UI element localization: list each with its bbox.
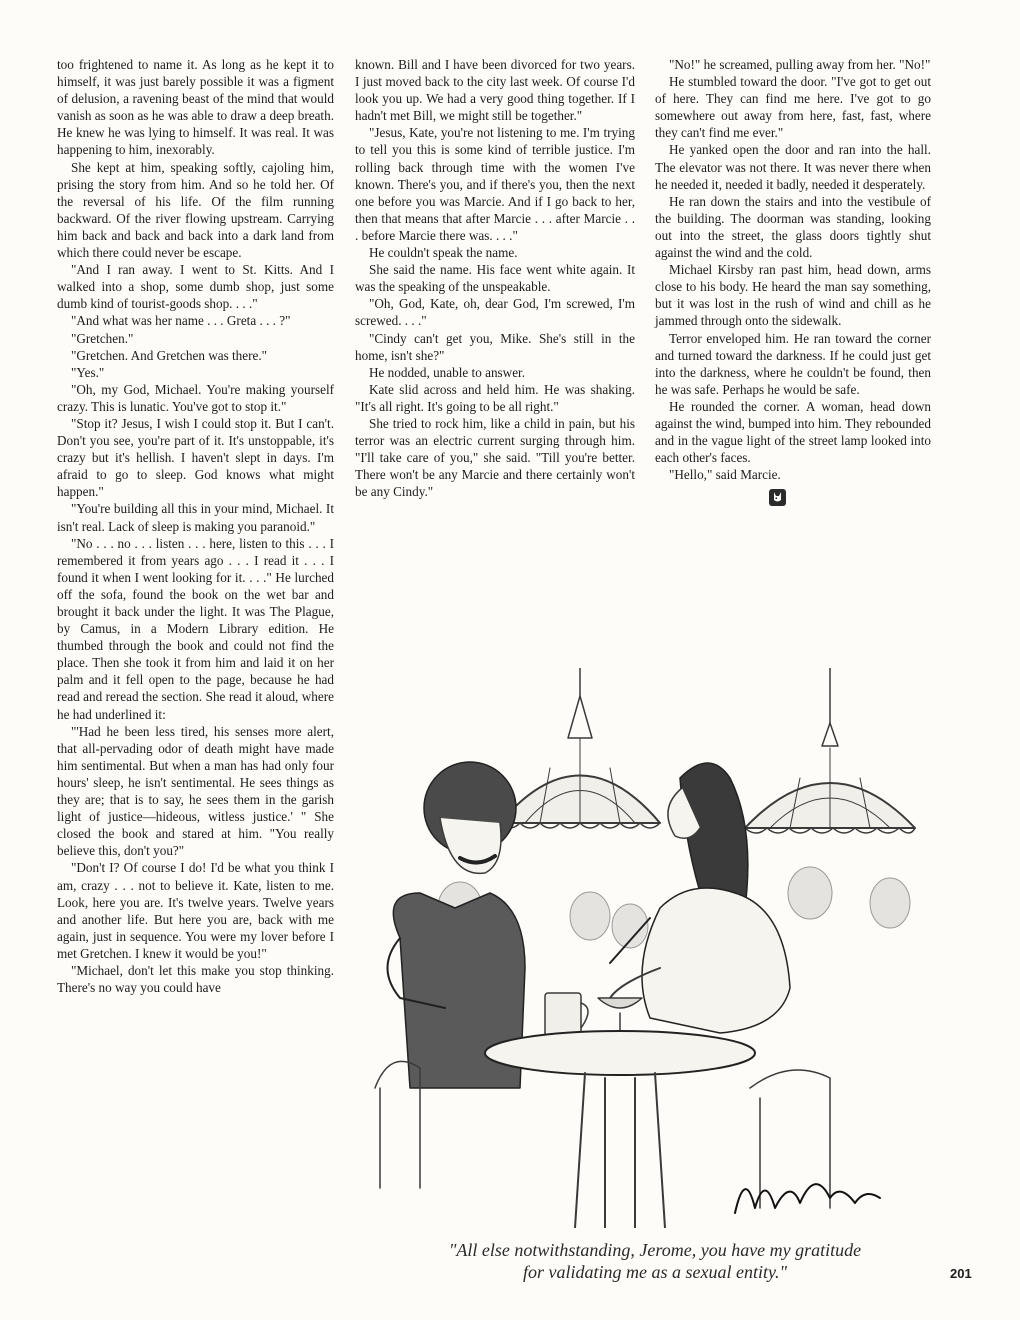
paragraph: "'Had he been less tired, his senses more alert, that all-pervading odor of death might have made him sentimental. But when a man has had only four hours' sleep, he isn't sentimental. He sees things as they are; that is to say, he sees them in the garish light of justice—hideous, witless justice.' " She closed the book and stared at him. "You really believe this, don't you?" xyxy=(57,723,334,859)
paragraph: "Oh, my God, Michael. You're making yourself crazy. This is lunatic. You've got to stop it." xyxy=(57,381,334,414)
paragraph: He rounded the corner. A woman, head down against the wind, bumped into him. They rebounded and in the vague light of the street lamp looked into each other's faces. xyxy=(655,398,931,466)
paragraph: She tried to rock him, like a child in pain, but his terror was an electric current surging through him. "I'll take care of you," she said. "Till you're better. There won't be any Marcie and there certainly won't be any Cindy." xyxy=(355,415,635,500)
cafe-table xyxy=(485,1031,755,1228)
article-column-left xyxy=(57,56,334,996)
paragraph: He couldn't speak the name. xyxy=(369,245,518,261)
paragraph: "And I ran away. I went to St. Kitts. And I walked into a shop, some dumb shop, just some dumb kind of tourist-goods shop. . . ." xyxy=(57,262,334,312)
paragraph: "Don't I? Of course I do! I'd be what you think I am, crazy . . . not to believe it. Kate, listen to me. Look, here you are. It's twelve years. Twelve years and another life. But here you are, back with me again, just in sequence. You were my lover before I met Gretchen. I knew it would be you!" xyxy=(57,860,334,961)
hanging-lamp-left xyxy=(500,668,660,828)
paragraph: He nodded, unable to answer. xyxy=(369,364,526,380)
paragraph: He ran down the stairs and into the vestibule of the building. The doorman was standing, looking out into the street, the glass doors tightly shut against the wind and the cold. xyxy=(655,193,931,261)
paragraph: She said the name. His face went white again. It was the speaking of the unspeakable. xyxy=(355,262,635,295)
paragraph: "Michael, don't let this make you stop thinking. There's no way you could have xyxy=(57,962,334,996)
paragraph: He stumbled toward the door. "I've got to get out of here. They can find me here. I've got to go somewhere out away from here, fast, fast, where they can't find me ever." xyxy=(655,74,931,141)
paragraph: Kate slid across and held him. He was shaking. "It's all right. It's going to be all right." xyxy=(355,381,635,414)
paragraph: "Gretchen. And Gretchen was there." xyxy=(71,347,268,363)
paragraph: "Yes." xyxy=(71,364,105,380)
paragraph: Michael Kirsby ran past him, head down, arms close to his body. He heard the man say something, but it was lost in the rush of wind and chill as he jammed through onto the sidewalk. xyxy=(655,262,931,329)
paragraph: Terror enveloped him. He ran toward the corner and turned toward the darkness. If he could just get into the darkness, where he couldn't be found, then he was safe. Perhaps he would be safe. xyxy=(655,330,931,397)
cartoon-caption: "All else notwithstanding, Jerome, you have my gratitude for validating me as a sexual entity." xyxy=(448,1240,862,1282)
hanging-lamp-right xyxy=(745,668,915,833)
artist-signature xyxy=(735,1184,880,1213)
paragraph: "Jesus, Kate, you're not listening to me. I'm trying to tell you this is some kind of terrible justice. I'm rolling back through time with the women I've known. There's you, and if there's you, then the next one before you was Marcie. And if I go back to her, then that means that after Marcie . . . after Marcie . . . before Marcie there was. . . ." xyxy=(355,125,635,243)
paragraph: known. Bill and I have been divorced for two years. I just moved back to the city last week. Of course I'd look you up. We had a very good thing together. If I hadn't met Bill, we might still be together." xyxy=(355,57,635,124)
paragraph: "Cindy can't get you, Mike. She's still in the home, isn't she?" xyxy=(355,330,635,363)
paragraph: He yanked open the door and ran into the hall. The elevator was not there. It was never there when he needed it, needed it badly, needed it desperately. xyxy=(655,142,931,192)
paragraph: "Gretchen." xyxy=(71,330,134,346)
paragraph: She kept at him, speaking softly, cajoling him, prising the story from him. And so he told her. Of the reversal of his life. Of the film running backward. Of the river flowing upstream. Carrying him back and back and back into a dark land from which there could never be escape. xyxy=(57,159,334,261)
paragraph: "And what was her name . . . Greta . . . ?" xyxy=(71,313,291,329)
paragraph: "No!" he screamed, pulling away from her. "No!" xyxy=(669,57,931,72)
man-with-curly-hair xyxy=(388,762,526,1088)
paragraph: "Hello," said Marcie. xyxy=(669,467,781,483)
rabbit-head-end-mark-icon xyxy=(769,489,786,506)
page-number: 201 xyxy=(950,1266,972,1281)
article-column-middle xyxy=(355,56,635,500)
paragraph: "Stop it? Jesus, I wish I could stop it. But I can't. Don't you see, you're part of it. It's unstoppable, it's crazy but it's hellish. I haven't slept in days. I'm afraid to go to sleep. God knows what might happen." xyxy=(57,415,334,500)
paragraph: "You're building all this in your mind, Michael. It isn't real. Lack of sleep is making you paranoid." xyxy=(57,501,334,534)
paragraph: "No . . . no . . . listen . . . here, listen to this . . . I remembered it from years ago . . . I read it . . . I found it when I went looking for it. . . ." He lurched off the sofa, found the book on the wet bar and brought it back under the light. It was The Plague, by Camus, in a Modern Library edition. He thumbed through the book and could not find the place. Then she took it from him and laid it on her palm and it fell open to the page, because he had read and reread the section. She read it aloud, where he had underlined it: xyxy=(57,535,334,722)
paragraph: "Oh, God, Kate, oh, dear God, I'm screwed, I'm screwed. . . ." xyxy=(355,296,635,329)
article-column-right xyxy=(655,56,931,506)
paragraph: too frightened to name it. As long as he kept it to himself, it was just barely possible it was a figment of delusion, a ravening beast of the mind that would vanish as soon as he was able to draw a deep breath. He knew he was lying to himself. It was real. It was happening to him, inexorably. xyxy=(57,57,334,158)
cartoon-illustration xyxy=(360,668,960,1228)
